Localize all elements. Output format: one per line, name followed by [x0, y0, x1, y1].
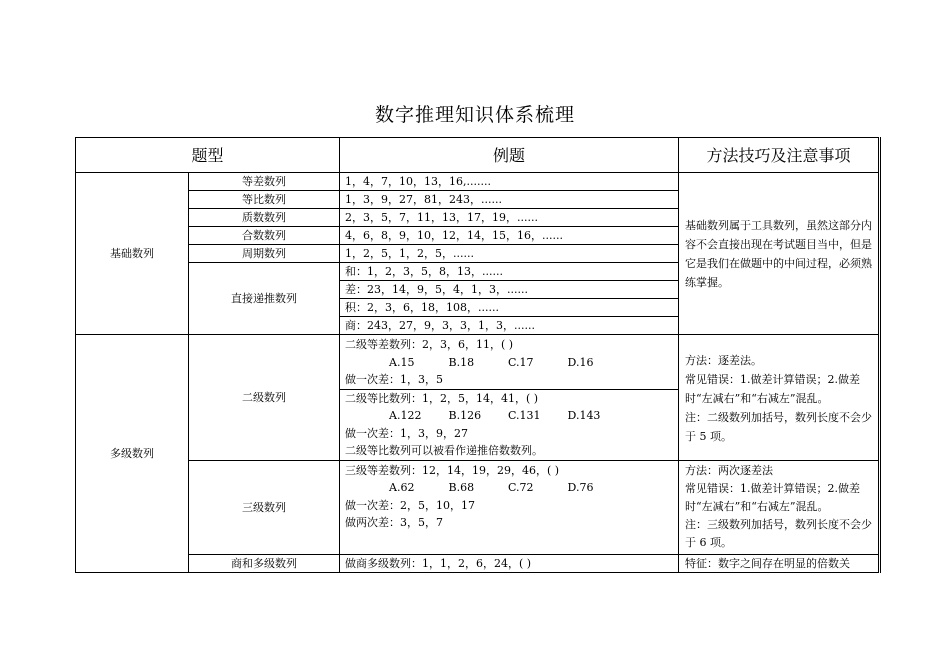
- header-row: [76, 138, 880, 173]
- third-order-note: [679, 460, 880, 554]
- example-cell: 1，3，9，27，81，243，......: [340, 191, 679, 209]
- second-order-examples: [340, 335, 679, 461]
- note-method: 方法：两次逐差法: [685, 463, 774, 477]
- example-cell: 和：1，2，3，5，8，13，......: [340, 263, 679, 281]
- note-method: 方法：逐差法。: [685, 354, 763, 367]
- subtype-label: 商和多级数列: [189, 554, 340, 572]
- note-remark: 注：三级数列加括号，数列长度不会少于 6 项。: [685, 517, 873, 549]
- option: C.72: [508, 481, 534, 494]
- example-cell: 商：243，27，9，3，3，1，3，......: [340, 317, 679, 335]
- option: B.18: [448, 355, 475, 369]
- note-errors: 常见错误：1.做差计算错误；2.做差时“左减右”和“右减左”混乱。: [685, 373, 861, 405]
- example-cell: 差：23，14，9，5，4，1，3，......: [340, 281, 679, 299]
- diff-line: 做两次差：3，5，7: [345, 516, 444, 529]
- basic-note: 基础数列属于工具数列，虽然这部分内容不会直接出现在考试题目当中，但是它是我们在做题中的中间过程，必须熟练掌握。: [679, 173, 880, 335]
- option: D.143: [567, 409, 601, 422]
- subtype-label: 三级数列: [189, 460, 340, 554]
- options-line: [345, 407, 678, 425]
- options-line: [345, 354, 678, 372]
- subtype-label: 等比数列: [189, 191, 340, 209]
- option: A.62: [389, 481, 415, 494]
- diff-line: 做一次差：1，3，5: [345, 373, 444, 386]
- remark-line: 二级等比数列可以被看作递推倍数数列。: [345, 444, 544, 457]
- page-title: 数字推理知识体系梳理: [374, 104, 575, 126]
- category-basic: 基础数列: [76, 173, 189, 335]
- question-divider: [340, 389, 678, 460]
- options-line: [345, 479, 678, 497]
- table-row: [76, 173, 880, 191]
- subtype-label: 等差数列: [189, 173, 340, 191]
- category-multi: 多级数列: [76, 335, 189, 573]
- option: D.16: [567, 355, 594, 369]
- option: A.15: [389, 355, 415, 369]
- table-row: [76, 335, 880, 461]
- example-cell: 1，4，7，10，13，16,.......: [340, 173, 679, 191]
- question-line: 二级等比数列：1，2，5，14，41，( ): [345, 391, 539, 405]
- question-line: 二级等差数列：2，3，6，11，( ): [345, 338, 514, 351]
- option: B.68: [448, 481, 475, 494]
- diff-line: 做一次差：2，5，10，17: [345, 498, 476, 512]
- example-cell: 做商多级数列：1，1，2，6，24，( ): [340, 554, 679, 572]
- question-line: 三级等差数列：12，14，19，29，46，( ): [345, 463, 560, 477]
- second-order-note: [679, 335, 880, 461]
- subtype-label: 二级数列: [189, 335, 340, 461]
- header-example: 例题: [340, 138, 679, 173]
- example-cell: 积：2，3，6，18，108，......: [340, 299, 679, 317]
- option: B.126: [448, 409, 482, 422]
- option: A.122: [389, 409, 422, 422]
- example-cell: 2，3，5，7，11，13，17，19，......: [340, 209, 679, 227]
- table-row: [76, 554, 880, 572]
- third-order-examples: [340, 460, 679, 554]
- example-cell: 4，6，8，9，10，12，14，15，16，......: [340, 227, 679, 245]
- note-remark: 注：二级数列加括号，数列长度不会少于 5 项。: [685, 411, 873, 443]
- note-errors: 常见错误：1.做差计算错误；2.做差时“左减右”和“右减左”混乱。: [685, 481, 861, 513]
- option: C.17: [508, 355, 534, 369]
- option: C.131: [508, 409, 541, 422]
- header-method: 方法技巧及注意事项: [679, 138, 880, 173]
- subtype-label: 质数数列: [189, 209, 340, 227]
- diff-line: 做一次差：1，3，9，27: [345, 426, 469, 440]
- subtype-label: 合数数列: [189, 227, 340, 245]
- subtype-label: 周期数列: [189, 245, 340, 263]
- example-cell: 1，2，5，1，2，5，......: [340, 245, 679, 263]
- knowledge-table: [75, 137, 881, 573]
- header-type: 题型: [76, 138, 340, 173]
- subtype-label: 直接递推数列: [189, 263, 340, 335]
- quotient-note: 特征：数字之间存在明显的倍数关: [679, 554, 880, 572]
- table-row: [76, 460, 880, 554]
- option: D.76: [567, 481, 594, 494]
